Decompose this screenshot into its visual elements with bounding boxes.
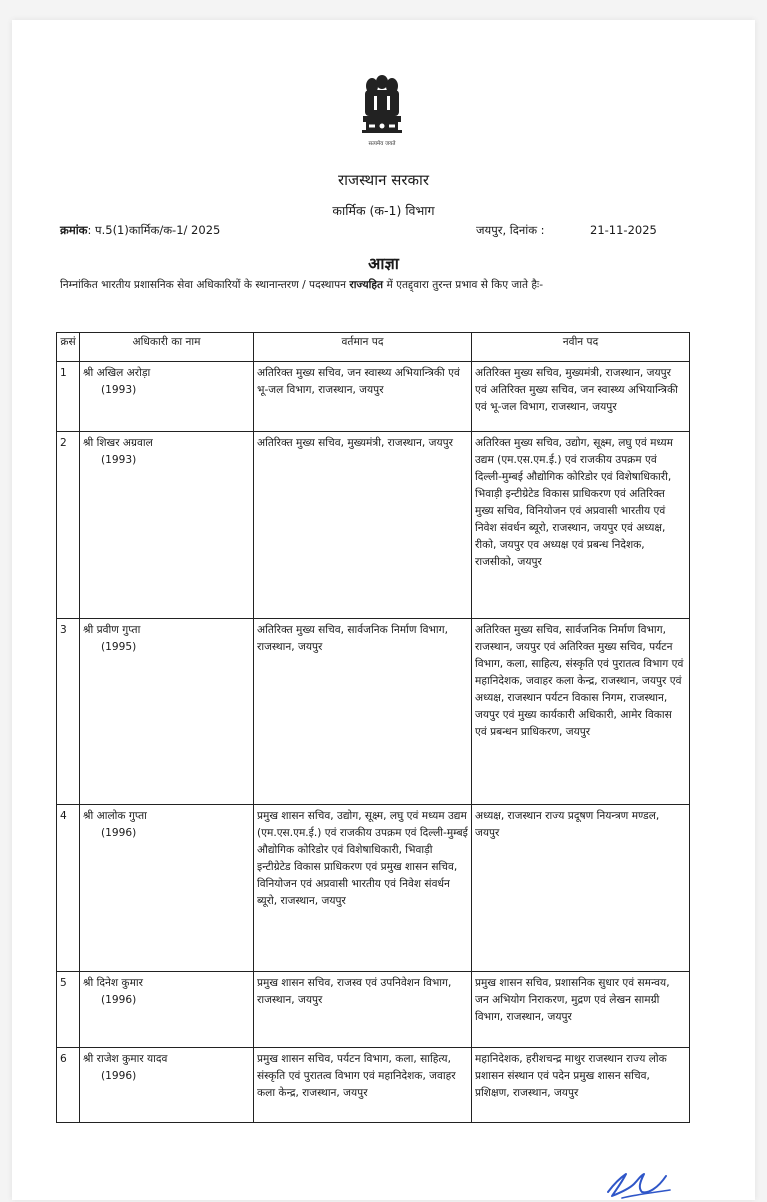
officer-name: श्री शिखर अग्रवाल — [83, 437, 153, 449]
order-number-value: : प.5(1)कार्मिक/क-1/ 2025 — [87, 223, 221, 237]
header-new-post: नवीन पद — [472, 333, 690, 362]
header-officer-name: अधिकारी का नाम — [80, 333, 254, 362]
new-post: महानिदेशक, हरीशचन्द्र माथुर राजस्थान राज्य लोक प्रशासन संस्थान एवं पदेन प्रमुख शासन सचिव, प्रशिक्षण, राजस्थान, जयपुर — [472, 1048, 690, 1123]
intro-text-start: निम्नांकित भारतीय प्रशासनिक सेवा अधिकारियों के स्थानान्तरण / पदस्थापन — [60, 279, 350, 291]
order-number — [60, 223, 220, 238]
table-row — [57, 805, 690, 972]
new-post: अतिरिक्त मुख्य सचिव, उद्योग, सूक्ष्म, लघु एवं मध्यम उद्यम (एम.एस.एम.ई.) एवं राजकीय उपक्रम एवं दिल्ली-मुम्बई औद्योगिक कोरिडोर एवं विशेषाधिकारी, भिवाड़ी इन्टीग्रेटेड विकास प्राधिकरण एवं अतिरिक्त मुख्य सचिव, विनियोजन एवं अप्रवासी भारतीय एवं निवेश संवर्धन ब्यूरो, राजस्थान, जयपुर एवं अध्यक्ष, रीको, जयपुर एव अध्यक्ष एवं प्रबन्ध निदेशक, राजसीको, जयपुर — [472, 432, 690, 619]
current-post: प्रमुख शासन सचिव, राजस्व एवं उपनिवेशन विभाग, राजस्थान, जयपुर — [254, 972, 472, 1048]
serial-number: 1 — [57, 362, 80, 432]
header-serial: क्रसं — [57, 333, 80, 362]
table-row — [57, 619, 690, 805]
officer-cell — [80, 1048, 254, 1123]
government-name: राजस्थान सरकार — [337, 171, 430, 189]
current-post: अतिरिक्त मुख्य सचिव, सार्वजनिक निर्माण विभाग, राजस्थान, जयपुर — [254, 619, 472, 805]
officer-name: श्री आलोक गुप्ता — [83, 810, 147, 822]
new-post: अतिरिक्त मुख्य सचिव, सार्वजनिक निर्माण विभाग, राजस्थान, जयपुर एवं अतिरिक्त मुख्य सचिव, पर्यटन विभाग, कला, साहित्य, संस्कृति एवं पुरातत्व विभाग एवं महानिदेशक, जवाहर कला केन्द्र, राजस्थान, जयपुर एवं अध्यक्ष, राजस्थान पर्यटन विकास निगम, राजस्थान, जयपुर एवं मुख्य कार्यकारी अधिकारी, आमेर विकास एवं प्रबन्धन प्राधिकरण, जयपुर — [472, 619, 690, 805]
emblem-motto: सत्यमेव जयते — [368, 141, 396, 147]
table-row — [57, 1048, 690, 1123]
officer-cell — [80, 362, 254, 432]
order-number-label: क्रमांक — [60, 223, 88, 237]
place-date-label: जयपुर, दिनांक : — [476, 223, 545, 237]
table-row — [57, 972, 690, 1048]
officer-batch: (1993) — [101, 384, 137, 396]
current-post: प्रमुख शासन सचिव, पर्यटन विभाग, कला, साहित्य, संस्कृति एवं पुरातत्व विभाग एवं महानिदेशक, जवाहर कला केन्द्र, राजस्थान, जयपुर — [254, 1048, 472, 1123]
header-current-post: वर्तमान पद — [254, 333, 472, 362]
signature-mark — [604, 1162, 674, 1202]
table-header-row — [57, 333, 690, 362]
serial-number: 5 — [57, 972, 80, 1048]
intro-text-bold: राज्यहित — [349, 279, 384, 291]
department-name: कार्मिक (क-1) विभाग — [332, 203, 435, 218]
table-row — [57, 362, 690, 432]
table-row — [57, 432, 690, 619]
officer-name: श्री दिनेश कुमार — [83, 977, 143, 989]
officer-batch: (1993) — [101, 454, 137, 466]
officer-name: श्री प्रवीण गुप्ता — [83, 624, 141, 636]
document-page — [12, 20, 755, 1200]
officer-batch: (1995) — [101, 641, 137, 653]
new-post: अतिरिक्त मुख्य सचिव, मुख्यमंत्री, राजस्थान, जयपुर एवं अतिरिक्त मुख्य सचिव, जन स्वास्थ्य अभियान्त्रिकी एवं भू-जल विभाग, राजस्थान, जयपुर — [472, 362, 690, 432]
officer-name: श्री अखिल अरोड़ा — [83, 367, 151, 379]
serial-number: 2 — [57, 432, 80, 619]
officer-batch: (1996) — [101, 827, 137, 839]
serial-number: 4 — [57, 805, 80, 972]
current-post: प्रमुख शासन सचिव, उद्योग, सूक्ष्म, लघु एवं मध्यम उद्यम (एम.एस.एम.ई.) एवं राजकीय उपक्रम एवं दिल्ली-मुम्बई औद्योगिक कोरिडोर एवं विशेषाधिकारी, भिवाड़ी इन्टीग्रेटेड विकास प्राधिकरण एवं प्रमुख शासन सचिव, विनियोजन एवं अप्रवासी भारतीय एवं निवेश संवर्धन ब्यूरो, राजस्थान, जयपुर — [254, 805, 472, 972]
intro-text-end: में एतद्द्वारा तुरन्त प्रभाव से किए जाते हैः- — [383, 279, 544, 291]
current-post: अतिरिक्त मुख्य सचिव, जन स्वास्थ्य अभियान्त्रिकी एवं भू-जल विभाग, राजस्थान, जयपुर — [254, 362, 472, 432]
new-post: अध्यक्ष, राजस्थान राज्य प्रदूषण नियन्त्रण मण्डल, जयपुर — [472, 805, 690, 972]
order-intro — [60, 278, 543, 292]
serial-number: 6 — [57, 1048, 80, 1123]
officer-cell — [80, 432, 254, 619]
officer-batch: (1996) — [101, 1070, 137, 1082]
new-post: प्रमुख शासन सचिव, प्रशासनिक सुधार एवं समन्वय, जन अभियोग निराकरण, मुद्रण एवं लेखन सामग्री विभाग, राजस्थान, जयपुर — [472, 972, 690, 1048]
transfer-table — [56, 332, 690, 1123]
order-title: आज्ञा — [368, 254, 399, 273]
state-emblem-icon — [354, 68, 410, 154]
serial-number: 3 — [57, 619, 80, 805]
officer-name: श्री राजेश कुमार यादव — [83, 1053, 168, 1065]
officer-batch: (1996) — [101, 994, 137, 1006]
officer-cell — [80, 805, 254, 972]
officer-cell — [80, 972, 254, 1048]
officer-cell — [80, 619, 254, 805]
current-post: अतिरिक्त मुख्य सचिव, मुख्यमंत्री, राजस्थान, जयपुर — [254, 432, 472, 619]
order-date: 21-11-2025 — [590, 223, 657, 237]
